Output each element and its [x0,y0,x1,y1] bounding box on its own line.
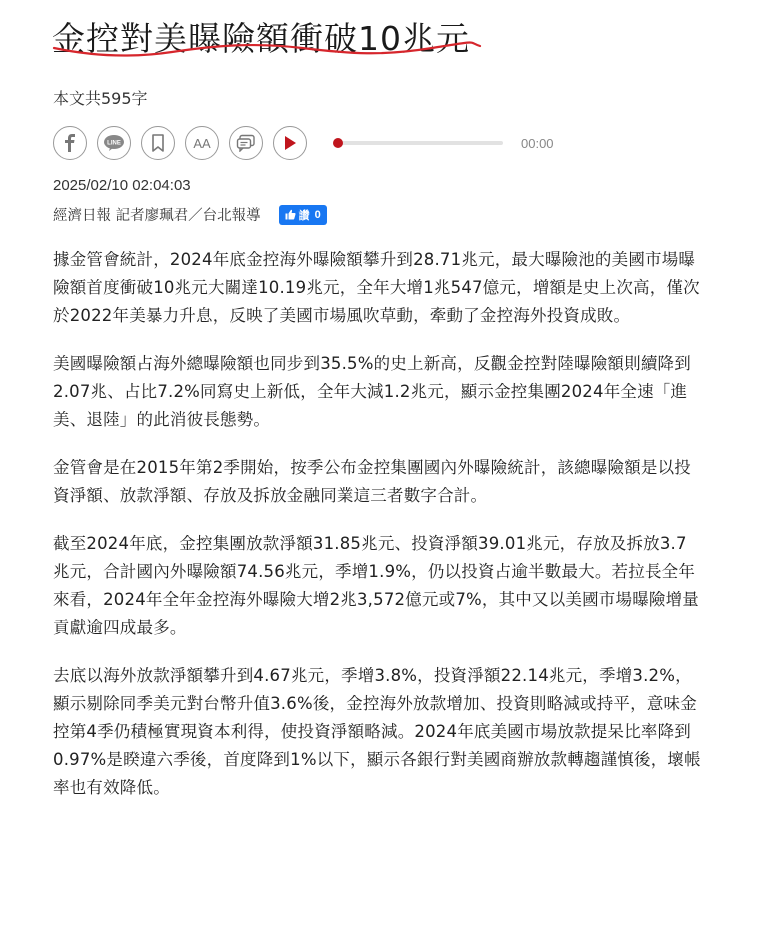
article-paragraph: 去底以海外放款淨額攀升到4.67兆元，季增3.8%，投資淨額22.14兆元，季增3.2%，顯示剔除同季美元對台幣升值3.6%後，金控海外放款增加、投資則略減或持平，意味金控第4季仍積極實現資本利得，使投資淨額略減。2024年底美國市場放款提呆比率降到0.97%是睽違六季後，首度降到1%以下，顯示各銀行對美國商辦放款轉趨謹慎後，壞帳率也有效降低。 [53,666,701,797]
article-paragraph: 金管會是在2015年第2季開始，按季公布金控集團國內外曝險統計，該總曝險額是以投資淨額、放款淨額、存放及拆放金融同業這三者數字合計。 [53,458,691,505]
line-icon [103,134,125,152]
play-icon [283,135,297,151]
facebook-share-button[interactable] [53,126,87,160]
publish-datetime: 2025/02/10 02:04:03 [53,177,191,194]
bookmark-icon [151,134,165,152]
title-area [52,12,470,66]
line-share-button[interactable] [97,126,131,160]
like-label: 讚 [298,209,310,222]
article-body [53,246,703,822]
comment-icon [236,134,256,152]
article-toolbar [53,124,573,162]
line-icon-text: LINE [107,140,121,147]
thumbs-up-icon [285,209,296,220]
audio-progress-bar[interactable] [337,141,503,145]
facebook-like-button[interactable] [279,205,327,225]
like-count: 0 [314,208,321,221]
byline: 經濟日報 記者廖珮君／台北報導 [53,208,261,224]
font-size-button[interactable] [185,126,219,160]
article-paragraph: 截至2024年底，金控集團放款淨額31.85兆元、投資淨額39.01兆元，存放及拆放3.7兆元，合計國內外曝險額74.56兆元，季增1.9%，仍以投資占逾半數最大。若拉長全年來看，2024年全年金控海外曝險大增2兆3,572億元或7%，其中又以美國市場曝險增量貢獻逾四成最多。 [53,534,700,637]
byline-row [53,204,327,225]
audio-time: 00:00 [521,135,554,151]
word-count: 本文共595字 [53,89,148,108]
audio-play-button[interactable] [273,126,307,160]
comment-button[interactable] [229,126,263,160]
facebook-icon [63,134,77,152]
article-paragraph: 據金管會統計，2024年底金控海外曝險額攀升到28.71兆元，最大曝險池的美國市場曝險額首度衝破10兆元大關達10.19兆元，全年大增1兆547億元，增額是史上次高，僅次於2022年美暴力升息，反映了美國市場風吹草動，牽動了金控海外投資成敗。 [53,250,700,325]
article-paragraph: 美國曝險額占海外總曝險額也同步到35.5%的史上新高，反觀金控對陸曝險額則續降到2.07兆、占比7.2%同寫史上新低，全年大減1.2兆元，顯示金控集團2024年全速「進美、退陸」的此消彼長態勢。 [53,354,691,429]
bookmark-button[interactable] [141,126,175,160]
font-size-icon: AA [193,135,211,151]
audio-progress-handle[interactable] [333,138,343,148]
page-title: 金控對美曝險額衝破10兆元 [52,19,470,58]
